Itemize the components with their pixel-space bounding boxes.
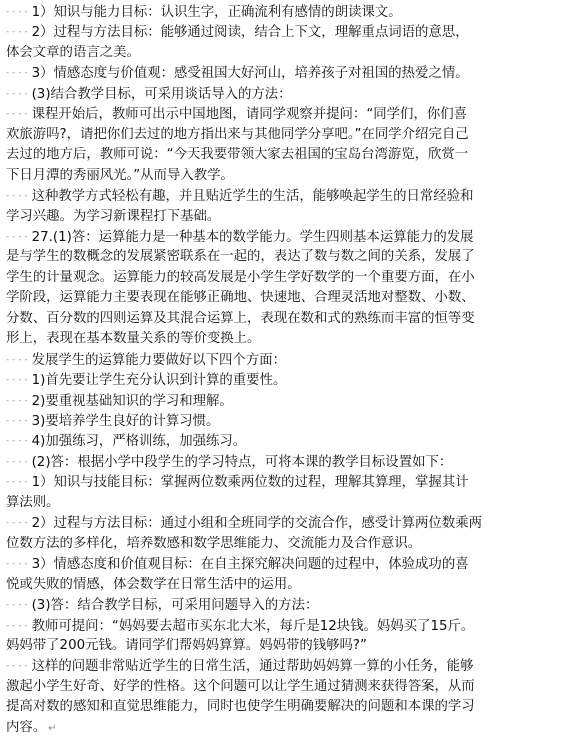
text-line (6, 454, 568, 472)
line-text: 欢旅游吗?，请把你们去过的地方指出来与其他同学分享吧。”在同学介绍完自己 (6, 126, 469, 142)
text-line (6, 311, 568, 329)
line-text: 内容。 (6, 719, 47, 735)
text-line (6, 4, 568, 22)
line-text: 2）过程与方法目标：能够通过阅读，结合上下文，理解重点词语的意思， (31, 25, 469, 41)
text-line (6, 290, 568, 308)
text-line (6, 24, 568, 42)
line-text: (3)结合教学目标，可采用谈话导入的方法： (31, 86, 292, 102)
line-text: 1）知识与能力目标：认识生字，正确流利有感情的朗读课文。 (31, 5, 402, 20)
text-line (6, 495, 568, 513)
line-text: 这样的问题非常贴近学生的日常生活，通过帮助妈妈算一算的小任务，能够 (31, 659, 474, 675)
text-line (6, 372, 568, 390)
text-line (6, 331, 568, 349)
line-text: (3)答：结合教学目标，可采用问题导入的方法： (31, 598, 319, 614)
line-text: 27.(1)答：运算能力是一种基本的数学能力。学生四则基本运算能力的发展 (31, 229, 474, 245)
line-text: 1）知识与技能目标：掌握两位数乘两位数的过程，理解其算理，掌握其计 (31, 475, 469, 491)
text-line (6, 474, 568, 492)
text-line (6, 270, 568, 288)
line-text: 分数、百分数的四则运算及其混合运算上，表现在数和式的熟练而丰富的恒等变 (6, 310, 475, 326)
line-text: 体会文章的语言之美。 (6, 44, 140, 60)
line-text: 学生的计量观念。运算能力的较高发展是小学生学好数学的一个重要方面，在小 (6, 269, 475, 285)
text-line (6, 638, 568, 656)
text-line (6, 556, 568, 574)
line-text: 算法则。 (6, 494, 60, 510)
text-line (6, 106, 568, 124)
line-text: 悦或失败的情感，体会数学在日常生活中的运用。 (6, 576, 301, 592)
line-text: 这种教学方式轻松有趣，并且贴近学生的生活，能够唤起学生的日常经验和 (31, 189, 474, 205)
line-text: 2)要重视基础知识的学习和理解。 (31, 393, 233, 409)
line-text: 学习兴趣。为学习新课程打下基础。 (6, 208, 221, 224)
line-text: 妈妈带了200元钱。请同学们帮妈妈算算。妈妈带的钱够吗?” (6, 637, 367, 653)
text-line (6, 515, 568, 533)
text-line (6, 699, 568, 717)
line-text: 教师可提问：“妈妈要去超市买东北大米，每斤是12块钱。妈妈买了15斤。 (31, 618, 475, 634)
text-line (6, 352, 568, 370)
line-text: (2)答：根据小学中段学生的学习特点，可将本课的教学目标设置如下： (31, 454, 453, 470)
line-text: 是与学生的数概念的发展紧密联系在一起的，表达了数与数之间的关系，发展了 (6, 249, 475, 265)
line-text: 3)要培养学生良好的计算习惯。 (31, 414, 220, 429)
text-line (6, 209, 568, 227)
line-text: 下日月潭的秀丽风光。”从而导入教学。 (6, 167, 234, 183)
line-text: 2）过程与方法目标：通过小组和全班同学的交流合作，感受计算两位数乘两 (31, 516, 482, 532)
text-line (6, 597, 568, 615)
line-text: 1)首先要让学生充分认识到计算的重要性。 (31, 373, 287, 389)
line-text: 形上，表现在基本数量关系的等价变换上。 (6, 331, 261, 347)
text-line (6, 229, 568, 247)
line-text: 发展学生的运算能力要做好以下四个方面： (31, 352, 286, 368)
text-line (6, 45, 568, 63)
text-line (6, 577, 568, 595)
text-line (6, 536, 568, 554)
text-line (6, 393, 568, 411)
paragraph-mark-icon: ↵ (48, 722, 57, 734)
text-line (6, 433, 568, 451)
text-line (6, 65, 568, 83)
line-text: 3）情感态度和价值观目标：在自主探究解决问题的过程中，体验成功的喜 (31, 557, 469, 573)
line-text: 位数方法的多样化，培养数感和数学思维能力、交流能力及合作意识。 (6, 535, 422, 551)
line-text: 学阶段，运算能力主要表现在能够正确地、快速地、合理灵活地对整数、小数、 (6, 290, 475, 306)
text-line (6, 658, 568, 676)
text-line (6, 249, 568, 267)
line-text: 提高对数的感知和直觉思维能力，同时也使学生明确要解决的问题和本课的学习 (6, 699, 475, 715)
text-line (6, 720, 568, 738)
line-text: 激起小学生好奇、好学的性格。这个问题可以让学生通过猜测来获得答案，从而 (6, 678, 475, 694)
text-line (6, 86, 568, 104)
text-line (6, 618, 568, 636)
line-text: 3）情感态度与价值观：感受祖国大好河山，培养孩子对祖国的热爱之情。 (31, 66, 469, 82)
text-line (6, 679, 568, 697)
line-text: 4)加强练习，严格训练，加强练习。 (31, 434, 247, 450)
text-line (6, 147, 568, 165)
text-line (6, 168, 568, 186)
line-text: 去过的地方后，教师可说：“今天我要带领大家去祖国的宝岛台湾游览，欣赏一 (6, 147, 469, 163)
text-line (6, 413, 568, 431)
text-line (6, 127, 568, 145)
text-line (6, 188, 568, 206)
line-text: 课程开始后，教师可出示中国地图，请同学观察并提问：“同学们，你们喜 (31, 107, 468, 123)
